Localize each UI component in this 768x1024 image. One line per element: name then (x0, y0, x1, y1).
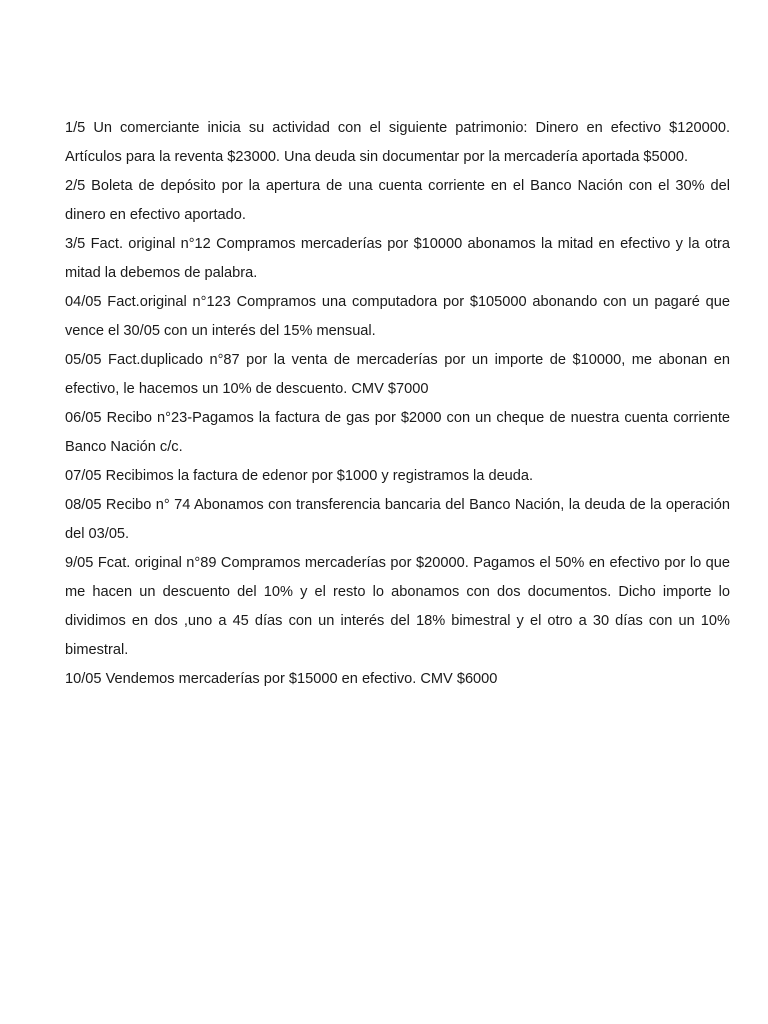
entry-paragraph-4: 04/05 Fact.original n°123 Compramos una computadora por $105000 abonando con un pagaré que vence el 30/05 con un interés del 15% mensual. (65, 294, 730, 339)
entry-paragraph-10: 10/05 Vendemos mercaderías por $15000 en efectivo. CMV $6000 (65, 671, 498, 687)
entry-paragraph-7: 07/05 Recibimos la factura de edenor por $1000 y registramos la deuda. (65, 468, 534, 484)
entry-paragraph-6: 06/05 Recibo n°23-Pagamos la factura de gas por $2000 con un cheque de nuestra cuenta corriente Banco Nación c/c. (65, 410, 730, 455)
entry-paragraph-9: 9/05 Fcat. original n°89 Compramos mercaderías por $20000. Pagamos el 50% en efectivo por lo que me hacen un descuento del 10% y el resto lo abonamos con dos documentos. Dicho importe lo dividimos en dos ,uno a 45 días con un interés del 18% bimestral y el otro a 30 días con un 10% bimestral. (65, 555, 730, 658)
entry-paragraph-2: 2/5 Boleta de depósito por la apertura de una cuenta corriente en el Banco Nación con el 30% del dinero en efectivo aportado. (65, 178, 730, 223)
entry-paragraph-1: 1/5 Un comerciante inicia su actividad con el siguiente patrimonio: Dinero en efectivo $120000. Artículos para la reventa $23000. Una deuda sin documentar por la mercadería aportada $5000. (65, 120, 730, 165)
entry-paragraph-5: 05/05 Fact.duplicado n°87 por la venta de mercaderías por un importe de $10000, me abonan en efectivo, le hacemos un 10% de descuento. CMV $7000 (65, 352, 730, 397)
entry-paragraph-3: 3/5 Fact. original n°12 Compramos mercaderías por $10000 abonamos la mitad en efectivo y la otra mitad la debemos de palabra. (65, 236, 730, 281)
document-body (65, 114, 730, 694)
entry-paragraph-8: 08/05 Recibo n° 74 Abonamos con transferencia bancaria del Banco Nación, la deuda de la operación del 03/05. (65, 497, 730, 542)
